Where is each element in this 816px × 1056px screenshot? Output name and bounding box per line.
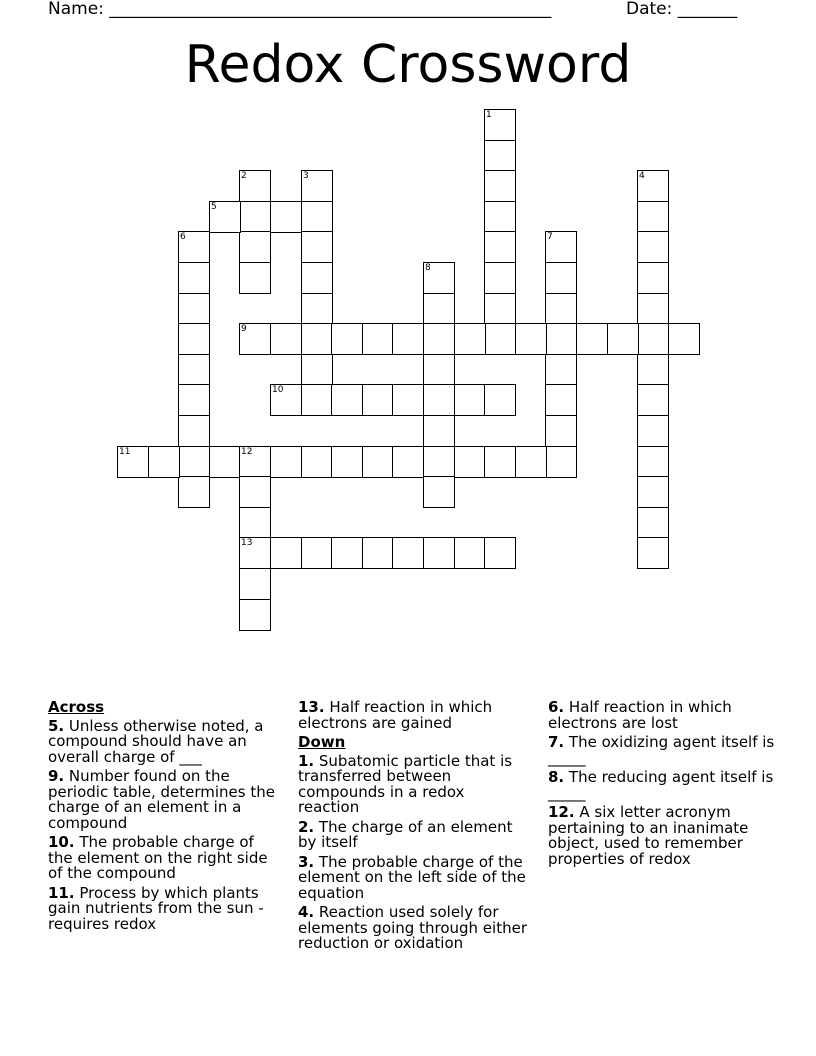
grid-cell[interactable] (423, 262, 455, 294)
clue-down-12: 12. A six letter acronym pertaining to an inanimate object, used to remember properties of redox (548, 803, 749, 868)
clue-number: 5 (211, 202, 217, 212)
grid-cell[interactable] (484, 170, 516, 202)
clue-down-8: 8. The reducing agent itself is _____ (548, 768, 774, 802)
grid-cell[interactable] (576, 323, 608, 355)
grid-cell[interactable] (270, 446, 302, 478)
grid-cell[interactable] (331, 384, 363, 416)
grid-cell[interactable] (545, 293, 577, 325)
grid-cell[interactable] (362, 384, 394, 416)
grid-cell[interactable] (301, 170, 333, 202)
grid-cell[interactable] (239, 323, 271, 355)
grid-cell[interactable] (423, 415, 455, 447)
grid-cell[interactable] (515, 446, 547, 478)
grid-cell[interactable] (423, 476, 455, 508)
grid-cell[interactable] (484, 384, 516, 416)
grid-cell[interactable] (392, 537, 424, 569)
grid-cell[interactable] (484, 537, 516, 569)
grid-cell[interactable] (239, 201, 271, 233)
clues-list (48, 700, 778, 960)
grid-cell[interactable] (301, 231, 333, 263)
clue-number: 13 (241, 538, 253, 548)
grid-cell[interactable] (178, 476, 210, 508)
grid-cell[interactable] (239, 446, 271, 478)
grid-cell[interactable] (392, 446, 424, 478)
grid-cell[interactable] (484, 201, 516, 233)
grid-cell[interactable] (515, 323, 547, 355)
date-field-label: Date: _______ (626, 0, 738, 19)
grid-cell[interactable] (637, 354, 669, 386)
clue-across-9: 9. Number found on the periodic table, determines the charge of an element in a compound (48, 767, 275, 832)
grid-cell[interactable] (331, 446, 363, 478)
clue-number: 3 (303, 171, 309, 181)
grid-cell[interactable] (331, 323, 363, 355)
grid-cell[interactable] (392, 323, 424, 355)
clue-across-11: 11. Process by which plants gain nutrients from the sun - requires redox (48, 883, 264, 933)
grid-cell[interactable] (270, 384, 302, 416)
grid-cell[interactable] (239, 262, 271, 294)
grid-cell[interactable] (178, 415, 210, 447)
grid-cell[interactable] (423, 384, 455, 416)
grid-cell[interactable] (178, 231, 210, 263)
grid-cell[interactable] (270, 323, 302, 355)
grid-cell[interactable] (178, 293, 210, 325)
grid-cell[interactable] (239, 170, 271, 202)
grid-cell[interactable] (637, 201, 669, 233)
clue-down-6: 6. Half reaction in which electrons are lost (548, 698, 732, 732)
clue-number: 11 (119, 447, 131, 457)
grid-cell[interactable] (545, 262, 577, 294)
grid-cell[interactable] (301, 354, 333, 386)
clue-across-10: 10. The probable charge of the element on the right side of the compound (48, 833, 268, 882)
grid-cell[interactable] (239, 568, 271, 600)
clue-down-3: 3. The probable charge of the element on the left side of the equation (298, 852, 526, 902)
grid-cell[interactable] (301, 446, 333, 478)
grid-cell[interactable] (423, 446, 455, 478)
grid-cell[interactable] (362, 446, 394, 478)
grid-cell[interactable] (484, 446, 516, 478)
grid-cell[interactable] (178, 262, 210, 294)
grid-cell[interactable] (545, 354, 577, 386)
across-heading: Across (48, 698, 105, 716)
grid-cell[interactable] (637, 262, 669, 294)
grid-cell[interactable] (239, 231, 271, 263)
grid-cell[interactable] (392, 384, 424, 416)
grid-cell[interactable] (301, 384, 333, 416)
grid-cell[interactable] (637, 415, 669, 447)
clue-down-4: 4. Reaction used solely for elements going through either reduction or oxidation (298, 903, 527, 952)
grid-cell[interactable] (178, 323, 210, 355)
grid-cell[interactable] (301, 201, 333, 233)
grid-cell[interactable] (454, 446, 486, 478)
grid-cell[interactable] (362, 323, 394, 355)
grid-cell[interactable] (423, 354, 455, 386)
grid-cell[interactable] (301, 323, 333, 355)
clue-number: 4 (639, 171, 645, 181)
grid-cell[interactable] (637, 507, 669, 539)
grid-cell[interactable] (178, 384, 210, 416)
clue-across-13: 13. Half reaction in which electrons are gained (298, 698, 493, 732)
clue-down-7: 7. The oxidizing agent itself is _____ (548, 733, 775, 767)
grid-cell[interactable] (301, 293, 333, 325)
grid-cell[interactable] (545, 384, 577, 416)
grid-cell[interactable] (331, 537, 363, 569)
grid-cell[interactable] (270, 201, 302, 233)
clue-number: 10 (272, 385, 284, 395)
grid-cell[interactable] (301, 537, 333, 569)
grid-cell[interactable] (484, 231, 516, 263)
grid-cell[interactable] (148, 446, 180, 478)
grid-cell[interactable] (423, 293, 455, 325)
grid-cell[interactable] (545, 415, 577, 447)
grid-cell[interactable] (454, 537, 486, 569)
grid-cell[interactable] (545, 323, 577, 355)
clue-number: 7 (547, 232, 553, 242)
grid-cell[interactable] (668, 323, 700, 355)
grid-cell[interactable] (239, 537, 271, 569)
clue-down-1: 1. Subatomic particle that is transferred between compounds in a redox reaction (298, 751, 513, 816)
grid-cell[interactable] (484, 140, 516, 172)
grid-cell[interactable] (637, 293, 669, 325)
grid-cell[interactable] (454, 323, 486, 355)
grid-cell[interactable] (209, 446, 241, 478)
grid-cell[interactable] (239, 507, 271, 539)
grid-cell[interactable] (545, 446, 577, 478)
clue-number: 8 (425, 263, 431, 273)
clue-number: 6 (180, 232, 186, 242)
clue-down-2: 2. The charge of an element by itself (298, 817, 513, 851)
clue-across-5: 5. Unless otherwise noted, a compound should have an overall charge of ___ (48, 716, 264, 766)
grid-cell[interactable] (484, 323, 516, 355)
clue-number: 2 (241, 171, 247, 181)
grid-cell[interactable] (178, 446, 210, 478)
grid-cell[interactable] (484, 262, 516, 294)
grid-cell[interactable] (484, 293, 516, 325)
grid-cell[interactable] (301, 262, 333, 294)
grid-cell[interactable] (454, 384, 486, 416)
clue-number: 9 (241, 324, 247, 334)
grid-cell[interactable] (607, 323, 639, 355)
grid-cell[interactable] (270, 537, 302, 569)
grid-cell[interactable] (423, 537, 455, 569)
name-field-label: Name: ____________________________________________________ (48, 0, 552, 19)
grid-cell[interactable] (545, 231, 577, 263)
clue-number: 12 (241, 447, 253, 457)
page-title: Redox Crossword (184, 35, 632, 95)
grid-cell[interactable] (239, 599, 271, 631)
grid-cell[interactable] (637, 476, 669, 508)
grid-cell[interactable] (637, 323, 669, 355)
grid-cell[interactable] (239, 476, 271, 508)
grid-cell[interactable] (117, 446, 149, 478)
grid-cell[interactable] (637, 170, 669, 202)
grid-cell[interactable] (637, 231, 669, 263)
grid-cell[interactable] (178, 354, 210, 386)
grid-cell[interactable] (637, 537, 669, 569)
grid-cell[interactable] (423, 323, 455, 355)
grid-cell[interactable] (209, 201, 241, 233)
grid-cell[interactable] (362, 537, 394, 569)
grid-cell[interactable] (484, 109, 516, 141)
down-heading: Down (298, 733, 346, 751)
grid-cell[interactable] (637, 446, 669, 478)
clue-number: 1 (486, 110, 492, 120)
grid-cell[interactable] (637, 384, 669, 416)
